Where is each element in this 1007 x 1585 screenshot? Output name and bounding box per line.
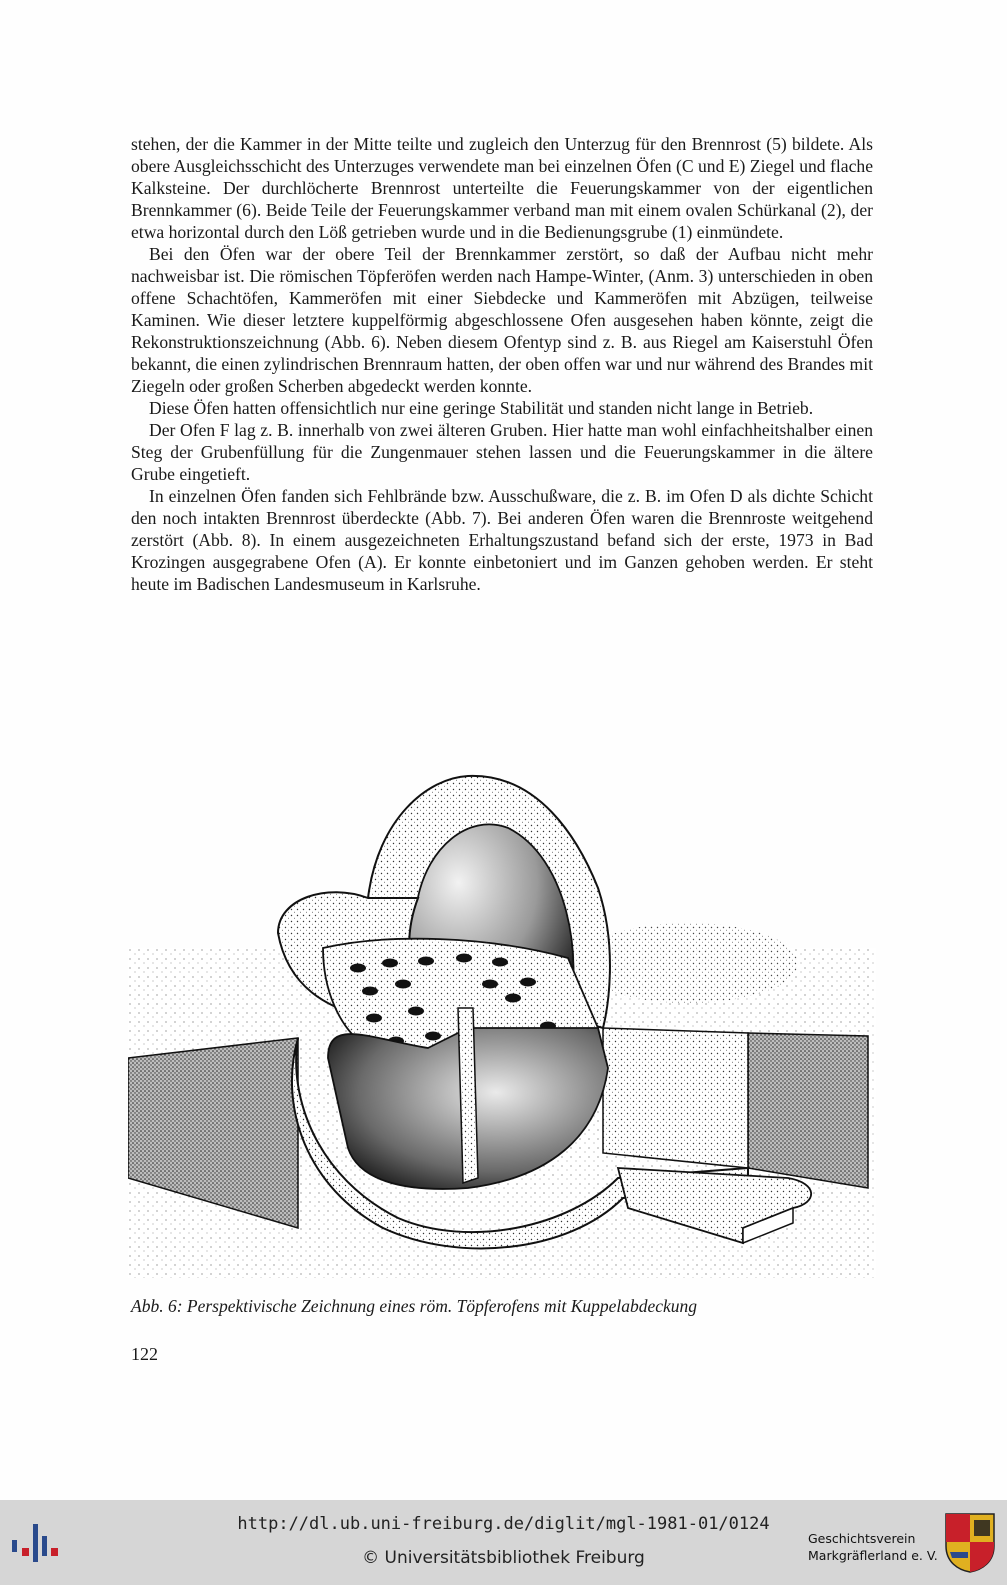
society-line: Markgräflerland e. V. — [808, 1548, 938, 1563]
paragraph: Diese Öfen hatten offensichtlich nur eine geringe Stabilität und standen nicht lange in Betrieb. — [149, 398, 814, 418]
source-url[interactable]: http://dl.ub.uni-freiburg.de/diglit/mgl-1981-01/0124 — [237, 1514, 770, 1534]
paragraph: Der Ofen F lag z. B. innerhalb von zwei älteren Gruben. Hier hatte man wohl einfachheitshalber einen Steg der Grubenfüllung für die Zungenmauer stehen lassen und die Feuerungskammer in die ältere Grube eingetieft. — [131, 420, 873, 484]
coat-of-arms-icon — [944, 1512, 996, 1574]
figure-caption: Abb. 6: Perspektivische Zeichnung eines röm. Töpferofens mit Kuppelabdeckung — [131, 1296, 698, 1316]
society-name — [808, 1530, 938, 1564]
paragraph: In einzelnen Öfen fanden sich Fehlbrände bzw. Ausschußware, die z. B. im Ofen D als dichte Schicht den noch intakten Brennrost überdeckte (Abb. 7). Bei anderen Öfen waren die Brennroste weitgehend zerstört (Abb. 8). In einem ausgezeichneten Erhaltungszustand befand sich der erste, 1973 in Bad Krozingen ausgegrabene Ofen (A). Er konnte einbetoniert und im Ganzen gehoben werden. Er steht heute im Badischen Landesmuseum in Karlsruhe. — [131, 486, 873, 594]
kiln-illustration — [128, 758, 876, 1278]
kiln-drawing — [128, 758, 876, 1278]
paragraph: stehen, der die Kammer in der Mitte teilte und zugleich den Unterzug für den Brennrost (5) bildete. Als obere Ausgleichsschicht des Unterzuges verwendete man bei einzelnen Öfen (C und E) Ziegel und flache Kalksteine. Der durchlöcherte Brennrost unterteilte die Feuerungskammer von der eigentlichen Brennkammer (6). Beide Teile der Feuerungskammer verband man mit einem ovalen Schürkanal (2), der etwa horizontal durch den Löß getrieben wurde und in die Bedienungsgrube (1) einmündete. — [131, 134, 873, 242]
society-line: Geschichtsverein — [808, 1531, 916, 1546]
page-number: 122 — [131, 1344, 158, 1364]
paragraph: Bei den Öfen war der obere Teil der Brennkammer zerstört, so daß der Aufbau nicht mehr nachweisbar ist. Die römischen Töpferöfen werden nach Hampe-Winter, (Anm. 3) unterschieden in oben offene Schachtöfen, Kammeröfen mit einer Siebdecke und Kammeröfen mit Abzügen, teilweise Kaminen. Wie dieser letztere kuppelförmig abgeschlossene Ofen ausgesehen haben könnte, zeigt die Rekonstruktionszeichnung (Abb. 6). Neben diesem Ofentyp sind z. B. aus Riegel am Kaiserstuhl Öfen bekannt, die einen zylindrischen Brennraum hatten, der oben offen war und nur während des Brandes mit Ziegeln oder großen Scherben abgedeckt werden konnte. — [131, 244, 873, 396]
footer-bar — [0, 1500, 1007, 1585]
body-text — [131, 133, 873, 595]
copyright-notice: © Universitätsbibliothek Freiburg — [362, 1548, 645, 1568]
